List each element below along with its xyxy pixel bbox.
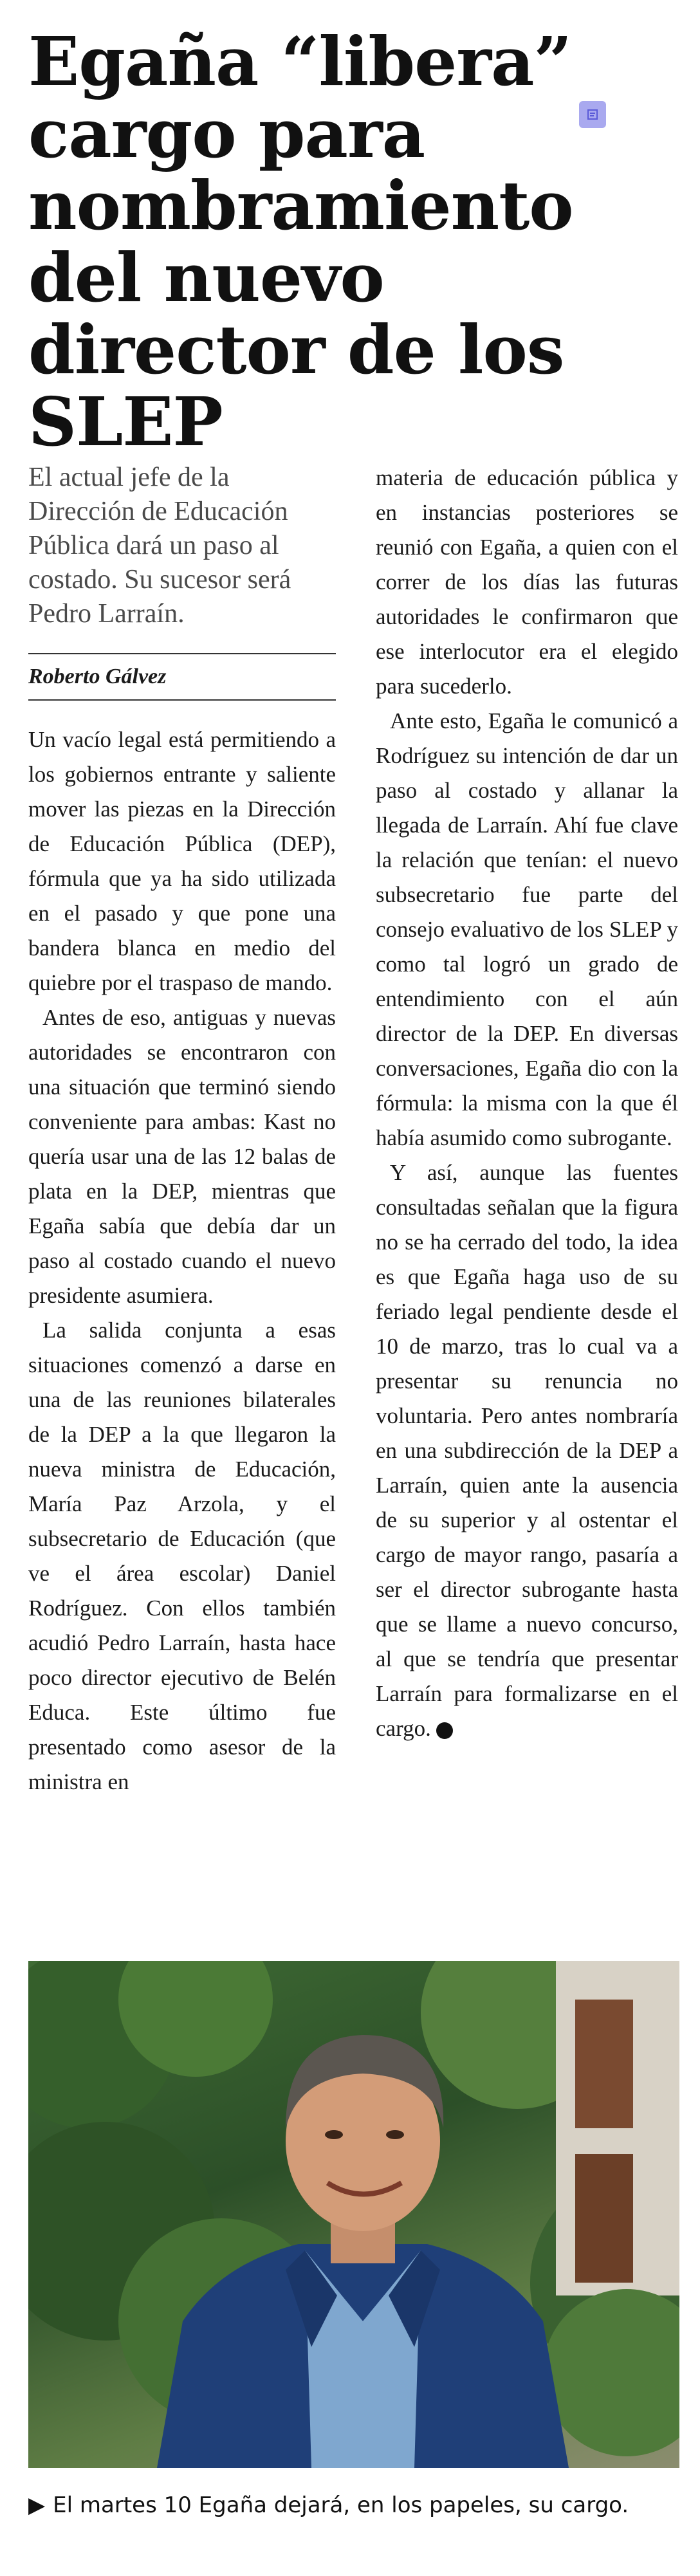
left-column — [28, 461, 336, 1799]
byline: Roberto Gálvez — [28, 665, 167, 688]
portrait-illustration — [28, 1961, 679, 2468]
paragraph: La salida conjunta a esas situaciones comenzó a darse en una de las reuniones bilaterales de la DEP a la que llegaron la nueva ministra de Educación, María Paz Arzola, y el subsecretario de Educación (que ve el área escolar) Daniel Rodríguez. Con ellos también acudió Pedro Larraín, hasta hace poco director ejecutivo de Belén Educa. Este último fue presentado como asesor de la ministra en — [28, 1318, 336, 1794]
paragraph: Antes de eso, antiguas y nuevas autoridades se encontraron con una situación que terminó siendo conveniente para ambas: Kast no quería usar una de las 12 balas de plata en la DEP, mientras que Egaña sabía que debía dar un paso al costado cuando el nuevo presidente asumiera. — [28, 1005, 336, 1308]
byline-rule-bottom — [28, 699, 336, 701]
right-column — [376, 461, 678, 1746]
end-of-article-icon — [436, 1722, 453, 1739]
paragraph: Ante esto, Egaña le comunicó a Rodríguez su intención de dar un paso al costado y allanar la llegada de Larraín. Ahí fue clave la relación que tenían: el nuevo subsecretario fue parte del consejo evaluativo de los SLEP y como tal logró un grado de entendimiento con el aún director de la DEP. En diversas conversaciones, Egaña dio con la fórmula: la misma con la que él había asumido como subrogante. — [376, 708, 678, 1150]
paragraph: Un vacío legal está permitiendo a los gobiernos entrante y saliente mover las piezas en la Dirección de Educación Pública (DEP), fórmula que ya ha sido utilizada en el pasado y que pone una bandera blanca en medio del quiebre por el traspaso de mando. — [28, 727, 336, 995]
byline-rule-top — [28, 653, 336, 654]
page-marker-icon[interactable] — [579, 101, 606, 128]
paragraph-continued: materia de educación pública y en instancias posteriores se reunió con Egaña, a quien con el correr de los días las futuras autoridades le confirmaron que ese interlocutor era el elegido para sucederlo. — [376, 465, 678, 699]
lead-paragraph: El actual jefe de la Dirección de Educación Pública dará un paso al costado. Su sucesor será Pedro Larraín. — [28, 463, 291, 629]
headline: Egaña “libera” cargo para nombramiento del nuevo director de los SLEP — [28, 22, 573, 461]
caption-text: El martes 10 Egaña dejará, en los papeles, su cargo. — [53, 2492, 629, 2518]
article-photo — [28, 1961, 679, 2468]
paragraph — [376, 1155, 678, 1746]
paragraph-text: Y así, aunque las fuentes consultadas señalan que la figura no se ha cerrado del todo, la idea es que Egaña haga uso de su feriado legal pendiente desde el 10 de marzo, tras lo cual va a presentar su renuncia no voluntaria. Pero antes nombraría en una subdirección de la DEP a Larraín, quien ante la ausencia de su superior y al ostentar el cargo de mayor rango, pasaría a ser el director subrogante hasta que se llame a nuevo concurso, al que se tendría que presentar Larraín para formalizarse en el cargo. — [376, 1160, 678, 1741]
right-body — [376, 461, 678, 1746]
left-body — [28, 722, 336, 1799]
photo-caption — [28, 2490, 679, 2521]
triangle-right-icon: ▶ — [28, 2492, 46, 2518]
